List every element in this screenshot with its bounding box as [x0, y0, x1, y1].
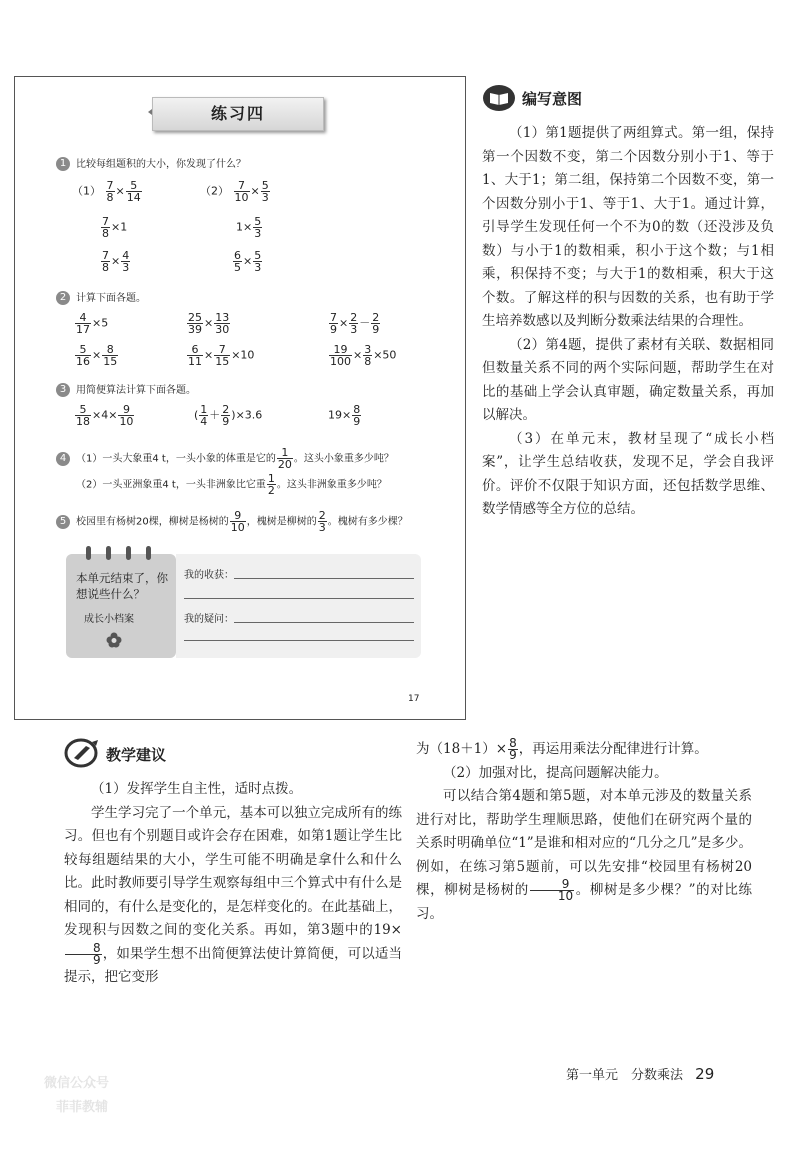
harvest-line [234, 578, 414, 579]
question-number: 5 [56, 515, 70, 529]
q2-expr: $\frac{19}{100}$ × $\frac{3}{8}$ ×50 [330, 343, 397, 368]
exercise-title: 练习四 [152, 97, 324, 131]
group-label: （2） [200, 184, 229, 198]
text-run: ，如果学生想不出简便算法使计算简便，可以适当提示，把它变形 [64, 945, 402, 985]
question-label: 我的疑问： [184, 614, 234, 625]
q2-expr: $\frac{6}{11}$ × $\frac{7}{15}$ ×10 [188, 343, 255, 368]
suggest-subheading: （1）发挥学生自主性，适时点拨。 [91, 781, 303, 797]
question-line [184, 640, 414, 641]
question-number: 4 [56, 452, 70, 466]
q3-expr: $\frac{5}{18}$ ×4× $\frac{9}{10}$ [76, 403, 134, 428]
footer-unit: 第一单元 分数乘法 [566, 1068, 684, 1083]
question-4-line1: 4 （1）一头大象重4 t，一头小象的体重是它的 $\frac{1}{20}$ 。这头小象重多少吨？ [56, 447, 394, 470]
watermark-line: 微信公众号 [44, 1076, 110, 1091]
q2-expr: $\frac{7}{9}$ × $\frac{2}{3}$ － $\frac{2}{9}$ [330, 311, 380, 336]
q2-expr: $\frac{4}{17}$ ×5 [76, 311, 109, 336]
q3-expr: ( $\frac{1}{4}$ ＋ $\frac{2}{9}$ )×3.6 [194, 403, 263, 428]
intent-paragraph: （3）在单元末，教材呈现了“成长小档案”，让学生总结收获，发现不足，学会自我评价。评价不仅限于知识方面，还包括数学思维、数学情感等全方位的总结。 [482, 430, 774, 517]
question-text: 计算下面各题。 [76, 293, 146, 304]
watermark [8, 1052, 118, 1142]
textbook-page-number: 17 [408, 694, 420, 704]
suggest-paragraph: 可以结合第4题和第5题，对本单元涉及的数量关系进行对比，帮助学生理顺思路，使他们在研究两个量的关系时明确单位“1”是谁和相对应的“几分之几”是多少。例如，在练习第5题前，可以先安排“校园里有杨树20棵，柳树是杨树的 $\frac{9}{10}$ 。柳树是多少棵？”的对比练习。 [416, 788, 753, 922]
intent-paragraph: （1）第1题提供了两组算式。第一组，保持第一个因数不变，第二个因数分别小于1、等于1、大于1；第二组，保持第二个因数不变，第一个因数分别小于1、等于1、大于1。通过计算，引导学生发现任何一个不为0的数（还没涉及负数）与小于1的数相乘，积小于这个数；与1相乘，积保持不变；与大于1的数相乘，积大于这个数。了解这样的积与因数的关系，也有助于学生培养数感以及判断分数乘法结果的合理性。 [482, 125, 774, 329]
question-line [234, 622, 414, 623]
archive-prompt: 本单元结束了，你想说些什么？ [76, 571, 168, 601]
watermark-line: 菲菲教辅 [56, 1100, 109, 1115]
suggest-paragraph: 学生学习完了一个单元，基本可以独立完成所有的练习。但也有个别题目或许会存在困难，如第1题让学生比较每组题结果的大小，学生可能不明确是拿什么和什么比。此时教师要引导学生观察每组中三个算式中有什么是相同的，有什么是变化的，是怎样变化的。在此基础上，发现积与因数之间的变化关系。再如，第3题中的19× $\frac{8}{9}$ ，如果学生想不出简便算法使计算简便，可以适当提示，把它变形 [64, 804, 402, 985]
q1-expr: $\frac{7}{8}$ ×1 [102, 215, 128, 240]
intent-body [482, 122, 774, 522]
question-4-line2: （2）一头亚洲象重4 t，一头非洲象比它重 $\frac{1}{2}$ 。这头非洲象重多少吨？ [76, 472, 387, 497]
question-2 [56, 289, 146, 305]
q1-group2: （2） $\frac{7}{10}$ × $\frac{5}{3}$ [200, 179, 269, 204]
q2-expr: $\frac{5}{16}$ × $\frac{8}{15}$ [76, 343, 118, 368]
harvest-line [184, 598, 414, 599]
question-text: 。槐树有多少棵？ [327, 516, 408, 528]
text-run: 为（18＋1）× [416, 741, 508, 757]
question-text: （1）一头大象重4 t，一头小象的体重是它的 [76, 453, 276, 465]
book-icon [482, 84, 516, 112]
question-text: （2）一头亚洲象重4 t，一头非洲象比它重 [76, 479, 266, 491]
text-run: 。柳树是多少棵？”的对比练习。 [416, 882, 753, 922]
page-footer [566, 1064, 714, 1083]
binder-ring [86, 546, 91, 560]
question-text: 。这头非洲象重多少吨？ [276, 479, 387, 491]
binder-ring [146, 546, 151, 560]
question-text: 比较每组题积的大小，你发现了什么？ [76, 159, 246, 170]
harvest-label: 我的收获： [184, 570, 234, 581]
q1-group1: （1） $\frac{7}{8}$ × $\frac{5}{14}$ [72, 179, 141, 204]
question-text: 。这头小象重多少吨？ [293, 453, 394, 465]
question-number: 1 [56, 157, 70, 171]
flower-icon [106, 632, 122, 648]
binder-ring [106, 546, 111, 560]
suggest-continuation: 为（18＋1）× $\frac{8}{9}$ ，再运用乘法分配律进行计算。 [416, 736, 708, 762]
intent-paragraph: （2）第4题，提供了素材有关联、数据相同但数量关系不同的两个实际问题，帮助学生在对比的基础上学会认真审题，确定数量关系，再加以解决。 [482, 336, 774, 423]
footer-page-number: 29 [695, 1065, 715, 1083]
text-run: 可以结合第4题和第5题，对本单元涉及的数量关系进行对比，帮助学生理顺思路，使他们在研究两个量的关系时明确单位“1”是谁和相对应的“几分之几”是多少。例如，在练习第5题前，可以先安排“校园里有杨树20棵，柳树是杨树的 [416, 788, 752, 898]
q1-expr: $\frac{7}{8}$ × $\frac{4}{3}$ [102, 249, 130, 274]
text-run: 学生学习完了一个单元，基本可以独立完成所有的练习。但也有个别题目或许会存在困难，如第1题让学生比较每组题结果的大小，学生可能不明确是拿什么和什么比。此时教师要引导学生观察每组中三个算式中有什么是相同的，有什么是变化的，是怎样变化的。在此基础上，发现积与因数之间的变化关系。再如，第3题中的19× [64, 804, 402, 938]
question-3 [56, 381, 196, 397]
teaching-icon [64, 738, 102, 768]
suggest-body-right [416, 738, 752, 926]
q2-expr: $\frac{25}{39}$ × $\frac{13}{30}$ [188, 311, 230, 336]
q3-expr: 19× $\frac{8}{9}$ [328, 403, 361, 428]
question-text: 用简便算法计算下面各题。 [76, 385, 196, 396]
question-number: 3 [56, 383, 70, 397]
intent-heading: 编写意图 [522, 90, 583, 108]
suggest-heading: 教学建议 [106, 746, 167, 764]
question-5: 5 校园里有杨树20棵，柳树是杨树的 $\frac{9}{10}$ ，槐树是柳树的 $\frac{2}{3}$ 。槐树有多少棵？ [56, 510, 408, 533]
question-text: ，槐树是柳树的 [246, 516, 317, 528]
binder-ring [126, 546, 131, 560]
text-run: ，再运用乘法分配律进行计算。 [518, 741, 708, 757]
q1-expr: $\frac{6}{5}$ × $\frac{5}{3}$ [234, 249, 262, 274]
q1-expr: 1× $\frac{5}{3}$ [236, 215, 262, 240]
question-1 [56, 155, 246, 171]
suggest-subheading: （2）加强对比，提高问题解决能力。 [443, 764, 668, 781]
group-label: （1） [72, 184, 101, 198]
archive-label: 成长小档案 [84, 614, 134, 625]
question-text: 校园里有杨树20棵，柳树是杨树的 [76, 516, 229, 528]
suggest-body-left [64, 778, 402, 990]
question-number: 2 [56, 291, 70, 305]
